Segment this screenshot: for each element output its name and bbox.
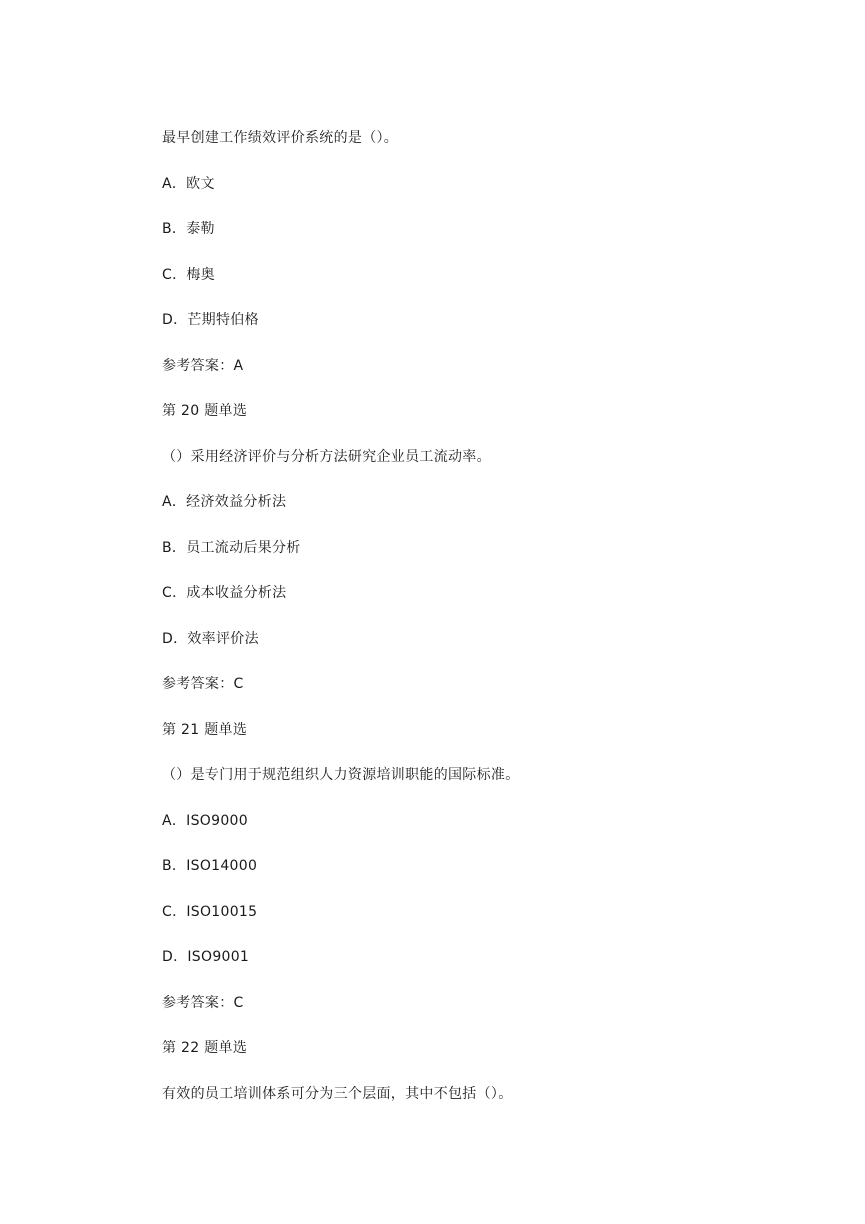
question-text: 有效的员工培训体系可分为三个层面，其中不包括（）。 [162, 1086, 513, 1102]
option-c: C．梅奥 [162, 267, 215, 283]
question-text: （）是专门用于规范组织人力资源培训职能的国际标准。 [162, 767, 520, 783]
reference-answer: 参考答案：A [162, 358, 244, 374]
option-b: B．泰勒 [162, 221, 215, 237]
question-number: 第 21 题单选 [162, 722, 248, 738]
reference-answer: 参考答案：C [162, 676, 244, 692]
option-d: D．芒期特伯格 [162, 312, 259, 328]
option-a: A．ISO9000 [162, 813, 248, 829]
question-number: 第 22 题单选 [162, 1040, 248, 1056]
option-b: B．员工流动后果分析 [162, 540, 301, 556]
option-a: A．经济效益分析法 [162, 494, 287, 510]
option-d: D．效率评价法 [162, 631, 259, 647]
option-c: C．成本收益分析法 [162, 585, 287, 601]
option-c: C．ISO10015 [162, 904, 258, 920]
question-text: （）采用经济评价与分析方法研究企业员工流动率。 [162, 449, 491, 465]
reference-answer: 参考答案：C [162, 995, 244, 1011]
option-a: A．欧文 [162, 176, 215, 192]
question-text: 最早创建工作绩效评价系统的是（）。 [162, 130, 399, 146]
question-number: 第 20 题单选 [162, 403, 248, 419]
option-b: B．ISO14000 [162, 858, 258, 874]
option-d: D．ISO9001 [162, 949, 250, 965]
